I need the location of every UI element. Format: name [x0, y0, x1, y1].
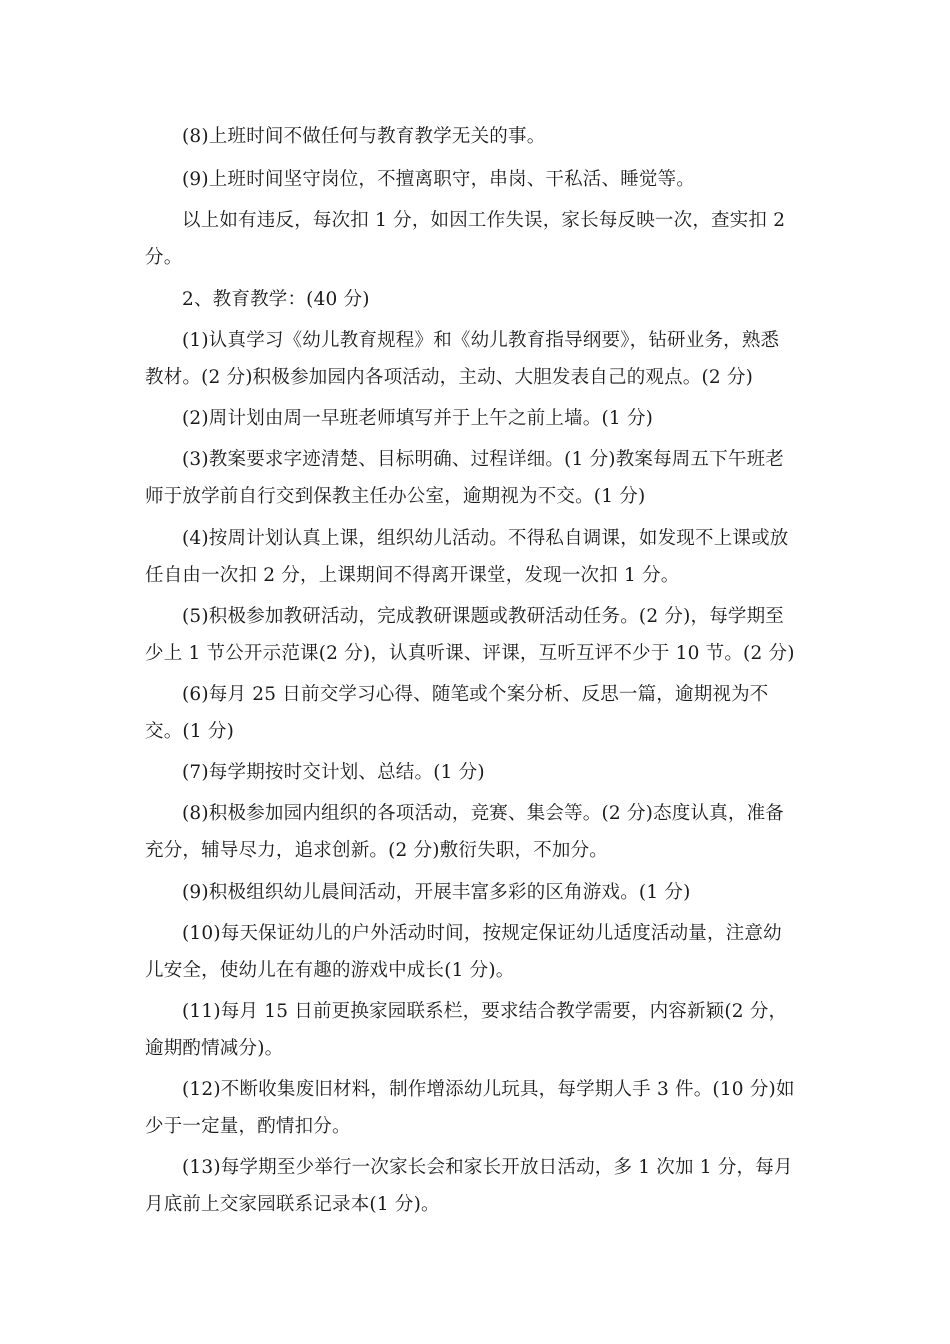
text-line: (6)每月 25 日前交学习心得、随笔或个案分析、反思一篇，逾期视为不 [182, 684, 769, 705]
text-line: (11)每月 15 日前更换家园联系栏，要求结合教学需要，内容新颖(2 分， [182, 1001, 788, 1022]
text-line: 师于放学前自行交到保教主任办公室，逾期视为不交。(1 分) [145, 486, 646, 507]
text-line: 交。(1 分) [145, 721, 234, 742]
text-line: (5)积极参加教研活动，完成教研课题或教研活动任务。(2 分)，每学期至 [182, 606, 784, 627]
text-line: 分。 [145, 247, 183, 268]
text-line: 少上 1 节公开示范课(2 分)，认真听课、评课，互听互评不少于 10 节。(2 分) [145, 643, 795, 664]
text-line: 以上如有违反，每次扣 1 分，如因工作失误，家长每反映一次，查实扣 2 [182, 210, 786, 231]
text-line: (8)上班时间不做任何与教育教学无关的事。 [182, 126, 546, 147]
text-line: 月底前上交家园联系记录本(1 分)。 [145, 1194, 440, 1215]
text-line: (8)积极参加园内组织的各项活动，竞赛、集会等。(2 分)态度认真，准备 [182, 803, 784, 824]
text-line: (13)每学期至少举行一次家长会和家长开放日活动，多 1 次加 1 分，每月 [182, 1157, 793, 1178]
text-line: (2)周计划由周一早班老师填写并于上午之前上墙。(1 分) [182, 408, 654, 429]
text-line: (4)按周计划认真上课，组织幼儿活动。不得私自调课，如发现不上课或放 [182, 528, 789, 549]
text-line: 逾期酌情减分)。 [145, 1038, 284, 1059]
text-line: 任自由一次扣 2 分，上课期间不得离开课堂，发现一次扣 1 分。 [145, 565, 680, 586]
text-line: 少于一定量，酌情扣分。 [145, 1116, 351, 1137]
text-line: (10)每天保证幼儿的户外活动时间，按规定保证幼儿适度活动量，注意幼 [182, 923, 782, 944]
text-line: 教材。(2 分)积极参加园内各项活动，主动、大胆发表自己的观点。(2 分) [145, 367, 754, 388]
section-heading: 2、教育教学：(40 分) [182, 289, 370, 310]
text-line: (7)每学期按时交计划、总结。(1 分) [182, 762, 485, 783]
text-line: (12)不断收集废旧材料，制作增添幼儿玩具，每学期人手 3 件。(10 分)如 [182, 1079, 795, 1100]
text-line: 儿安全，使幼儿在有趣的游戏中成长(1 分)。 [145, 960, 515, 981]
text-line: (9)积极组织幼儿晨间活动，开展丰富多彩的区角游戏。(1 分) [182, 882, 691, 903]
text-line: (3)教案要求字迹清楚、目标明确、过程详细。(1 分)教案每周五下午班老 [182, 449, 784, 470]
text-line: 充分，辅导尽力，追求创新。(2 分)敷衍失职，不加分。 [145, 840, 608, 861]
text-line: (1)认真学习《幼儿教育规程》和《幼儿教育指导纲要》，钻研业务，熟悉 [182, 330, 780, 351]
text-line: (9)上班时间坚守岗位，不擅离职守，串岗、干私活、睡觉等。 [182, 169, 696, 190]
